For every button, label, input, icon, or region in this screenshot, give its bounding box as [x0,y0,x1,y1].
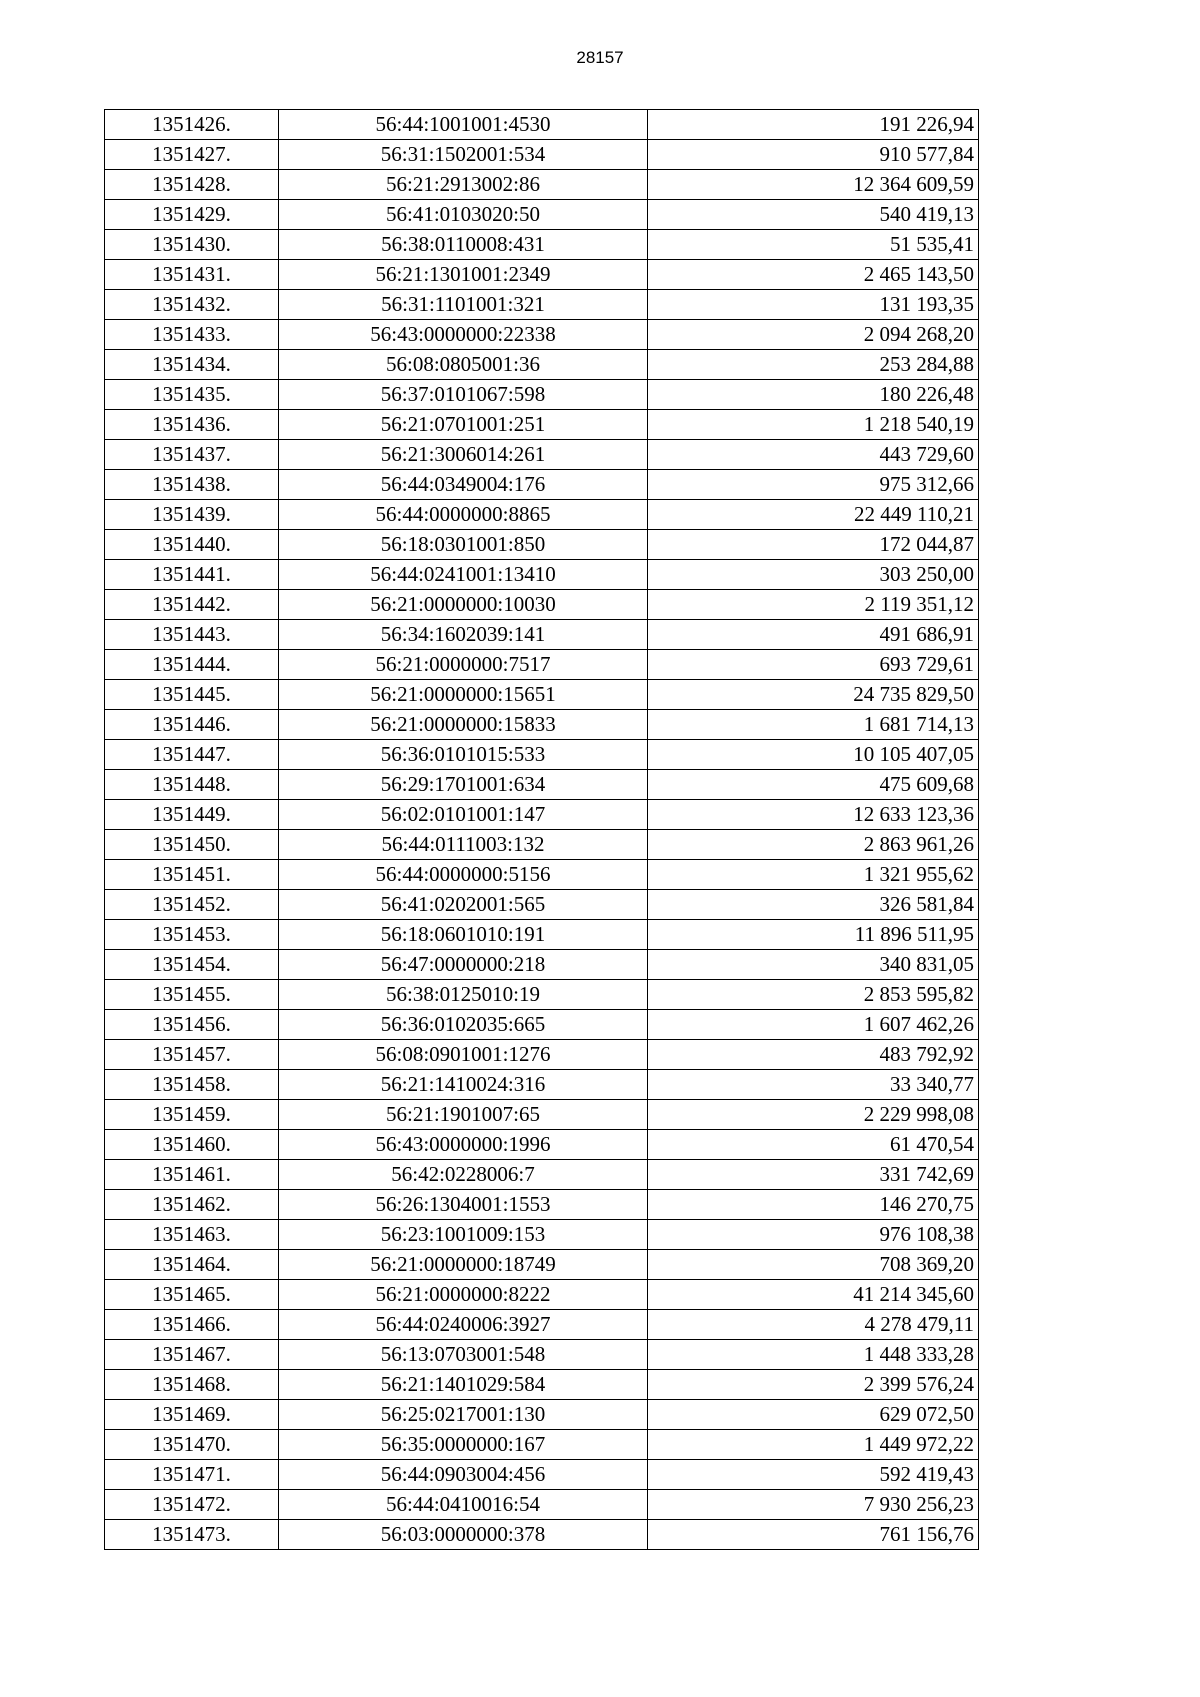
table-row [105,1310,979,1340]
row-number-cell: 1351445. [105,680,279,710]
row-number-cell: 1351447. [105,740,279,770]
cadastral-number-cell: 56:36:0102035:665 [279,1010,648,1040]
page-number: 28157 [576,48,624,67]
value-cell: 2 094 268,20 [648,320,979,350]
cadastral-number-cell: 56:37:0101067:598 [279,380,648,410]
row-number-cell: 1351450. [105,830,279,860]
row-number-cell: 1351470. [105,1430,279,1460]
value-cell: 2 853 595,82 [648,980,979,1010]
row-number-cell: 1351452. [105,890,279,920]
value-cell: 331 742,69 [648,1160,979,1190]
value-cell: 172 044,87 [648,530,979,560]
table-row [105,680,979,710]
row-number-cell: 1351433. [105,320,279,350]
cadastral-number-cell: 56:23:1001009:153 [279,1220,648,1250]
cadastral-number-cell: 56:44:0111003:132 [279,830,648,860]
row-number-cell: 1351473. [105,1520,279,1550]
row-number-cell: 1351472. [105,1490,279,1520]
row-number-cell: 1351451. [105,860,279,890]
value-cell: 2 465 143,50 [648,260,979,290]
value-cell: 2 399 576,24 [648,1370,979,1400]
cadastral-number-cell: 56:44:0240006:3927 [279,1310,648,1340]
value-cell: 483 792,92 [648,1040,979,1070]
row-number-cell: 1351456. [105,1010,279,1040]
cadastral-number-cell: 56:21:0000000:15651 [279,680,648,710]
table-row [105,200,979,230]
table-row [105,650,979,680]
table-row [105,1100,979,1130]
table-row [105,1280,979,1310]
table-row [105,140,979,170]
row-number-cell: 1351430. [105,230,279,260]
value-cell: 12 364 609,59 [648,170,979,200]
table-row [105,950,979,980]
table-body [105,110,979,1550]
value-cell: 7 930 256,23 [648,1490,979,1520]
row-number-cell: 1351455. [105,980,279,1010]
table-row [105,290,979,320]
cadastral-number-cell: 56:44:0000000:5156 [279,860,648,890]
cadastral-number-cell: 56:26:1304001:1553 [279,1190,648,1220]
cadastral-number-cell: 56:21:0000000:8222 [279,1280,648,1310]
cadastral-number-cell: 56:21:0000000:10030 [279,590,648,620]
registry-table [104,109,979,1550]
table-row [105,1010,979,1040]
cadastral-number-cell: 56:03:0000000:378 [279,1520,648,1550]
cadastral-number-cell: 56:44:0349004:176 [279,470,648,500]
value-cell: 4 278 479,11 [648,1310,979,1340]
row-number-cell: 1351469. [105,1400,279,1430]
table-row [105,320,979,350]
row-number-cell: 1351458. [105,1070,279,1100]
cadastral-number-cell: 56:08:0805001:36 [279,350,648,380]
cadastral-number-cell: 56:18:0301001:850 [279,530,648,560]
table-row [105,1370,979,1400]
table-row [105,740,979,770]
value-cell: 253 284,88 [648,350,979,380]
table-row [105,590,979,620]
value-cell: 693 729,61 [648,650,979,680]
row-number-cell: 1351437. [105,440,279,470]
table-row [105,860,979,890]
cadastral-number-cell: 56:34:1602039:141 [279,620,648,650]
cadastral-number-cell: 56:42:0228006:7 [279,1160,648,1190]
table-row [105,1250,979,1280]
row-number-cell: 1351431. [105,260,279,290]
value-cell: 761 156,76 [648,1520,979,1550]
cadastral-number-cell: 56:21:0000000:18749 [279,1250,648,1280]
row-number-cell: 1351446. [105,710,279,740]
cadastral-number-cell: 56:35:0000000:167 [279,1430,648,1460]
row-number-cell: 1351466. [105,1310,279,1340]
cadastral-number-cell: 56:43:0000000:22338 [279,320,648,350]
row-number-cell: 1351427. [105,140,279,170]
cadastral-number-cell: 56:38:0110008:431 [279,230,648,260]
table-row [105,920,979,950]
cadastral-number-cell: 56:18:0601010:191 [279,920,648,950]
cadastral-number-cell: 56:21:0701001:251 [279,410,648,440]
cadastral-number-cell: 56:44:0410016:54 [279,1490,648,1520]
row-number-cell: 1351429. [105,200,279,230]
value-cell: 2 119 351,12 [648,590,979,620]
value-cell: 2 863 961,26 [648,830,979,860]
table-row [105,440,979,470]
row-number-cell: 1351439. [105,500,279,530]
table-row [105,830,979,860]
row-number-cell: 1351471. [105,1460,279,1490]
value-cell: 24 735 829,50 [648,680,979,710]
row-number-cell: 1351434. [105,350,279,380]
cadastral-number-cell: 56:36:0101015:533 [279,740,648,770]
row-number-cell: 1351443. [105,620,279,650]
cadastral-number-cell: 56:41:0103020:50 [279,200,648,230]
cadastral-number-cell: 56:43:0000000:1996 [279,1130,648,1160]
table-row [105,260,979,290]
row-number-cell: 1351467. [105,1340,279,1370]
table-row [105,110,979,140]
row-number-cell: 1351462. [105,1190,279,1220]
value-cell: 340 831,05 [648,950,979,980]
value-cell: 592 419,43 [648,1460,979,1490]
value-cell: 1 448 333,28 [648,1340,979,1370]
table-row [105,410,979,440]
cadastral-number-cell: 56:44:0241001:13410 [279,560,648,590]
value-cell: 976 108,38 [648,1220,979,1250]
value-cell: 2 229 998,08 [648,1100,979,1130]
value-cell: 303 250,00 [648,560,979,590]
value-cell: 708 369,20 [648,1250,979,1280]
row-number-cell: 1351464. [105,1250,279,1280]
row-number-cell: 1351461. [105,1160,279,1190]
cadastral-number-cell: 56:21:1410024:316 [279,1070,648,1100]
table-row [105,560,979,590]
row-number-cell: 1351449. [105,800,279,830]
row-number-cell: 1351435. [105,380,279,410]
value-cell: 131 193,35 [648,290,979,320]
table-row [105,1400,979,1430]
table-row [105,1190,979,1220]
cadastral-number-cell: 56:31:1502001:534 [279,140,648,170]
row-number-cell: 1351441. [105,560,279,590]
value-cell: 443 729,60 [648,440,979,470]
row-number-cell: 1351463. [105,1220,279,1250]
table-row [105,890,979,920]
row-number-cell: 1351440. [105,530,279,560]
cadastral-number-cell: 56:13:0703001:548 [279,1340,648,1370]
value-cell: 475 609,68 [648,770,979,800]
value-cell: 33 340,77 [648,1070,979,1100]
value-cell: 146 270,75 [648,1190,979,1220]
row-number-cell: 1351428. [105,170,279,200]
table-row [105,230,979,260]
cadastral-number-cell: 56:41:0202001:565 [279,890,648,920]
table-row [105,770,979,800]
table-row [105,380,979,410]
table-row [105,170,979,200]
cadastral-number-cell: 56:02:0101001:147 [279,800,648,830]
value-cell: 51 535,41 [648,230,979,260]
table-row [105,1340,979,1370]
table-row [105,1040,979,1070]
value-cell: 491 686,91 [648,620,979,650]
value-cell: 191 226,94 [648,110,979,140]
table-row [105,1460,979,1490]
table-row [105,1160,979,1190]
value-cell: 41 214 345,60 [648,1280,979,1310]
value-cell: 975 312,66 [648,470,979,500]
value-cell: 1 681 714,13 [648,710,979,740]
cadastral-number-cell: 56:21:0000000:7517 [279,650,648,680]
cadastral-number-cell: 56:21:1301001:2349 [279,260,648,290]
row-number-cell: 1351438. [105,470,279,500]
row-number-cell: 1351432. [105,290,279,320]
cadastral-number-cell: 56:21:3006014:261 [279,440,648,470]
cadastral-number-cell: 56:44:1001001:4530 [279,110,648,140]
cadastral-number-cell: 56:31:1101001:321 [279,290,648,320]
value-cell: 180 226,48 [648,380,979,410]
table-row [105,470,979,500]
cadastral-number-cell: 56:44:0000000:8865 [279,500,648,530]
cadastral-number-cell: 56:21:0000000:15833 [279,710,648,740]
value-cell: 10 105 407,05 [648,740,979,770]
row-number-cell: 1351465. [105,1280,279,1310]
table-row [105,710,979,740]
cadastral-number-cell: 56:21:1401029:584 [279,1370,648,1400]
value-cell: 540 419,13 [648,200,979,230]
table-row [105,350,979,380]
table-row [105,1430,979,1460]
cadastral-number-cell: 56:47:0000000:218 [279,950,648,980]
cadastral-number-cell: 56:29:1701001:634 [279,770,648,800]
table-row [105,530,979,560]
row-number-cell: 1351426. [105,110,279,140]
value-cell: 1 607 462,26 [648,1010,979,1040]
value-cell: 629 072,50 [648,1400,979,1430]
cadastral-number-cell: 56:08:0901001:1276 [279,1040,648,1070]
value-cell: 12 633 123,36 [648,800,979,830]
row-number-cell: 1351436. [105,410,279,440]
value-cell: 1 449 972,22 [648,1430,979,1460]
value-cell: 326 581,84 [648,890,979,920]
table-row [105,1130,979,1160]
table-row [105,1070,979,1100]
row-number-cell: 1351468. [105,1370,279,1400]
table-row [105,980,979,1010]
row-number-cell: 1351460. [105,1130,279,1160]
row-number-cell: 1351444. [105,650,279,680]
value-cell: 1 321 955,62 [648,860,979,890]
row-number-cell: 1351454. [105,950,279,980]
cadastral-number-cell: 56:44:0903004:456 [279,1460,648,1490]
row-number-cell: 1351448. [105,770,279,800]
value-cell: 910 577,84 [648,140,979,170]
row-number-cell: 1351457. [105,1040,279,1070]
cadastral-number-cell: 56:38:0125010:19 [279,980,648,1010]
value-cell: 22 449 110,21 [648,500,979,530]
table-row [105,1520,979,1550]
table-row [105,500,979,530]
row-number-cell: 1351453. [105,920,279,950]
value-cell: 11 896 511,95 [648,920,979,950]
value-cell: 61 470,54 [648,1130,979,1160]
row-number-cell: 1351442. [105,590,279,620]
table-row [105,1220,979,1250]
cadastral-number-cell: 56:21:1901007:65 [279,1100,648,1130]
table-row [105,800,979,830]
cadastral-number-cell: 56:21:2913002:86 [279,170,648,200]
table-row [105,620,979,650]
row-number-cell: 1351459. [105,1100,279,1130]
table-row [105,1490,979,1520]
cadastral-number-cell: 56:25:0217001:130 [279,1400,648,1430]
value-cell: 1 218 540,19 [648,410,979,440]
